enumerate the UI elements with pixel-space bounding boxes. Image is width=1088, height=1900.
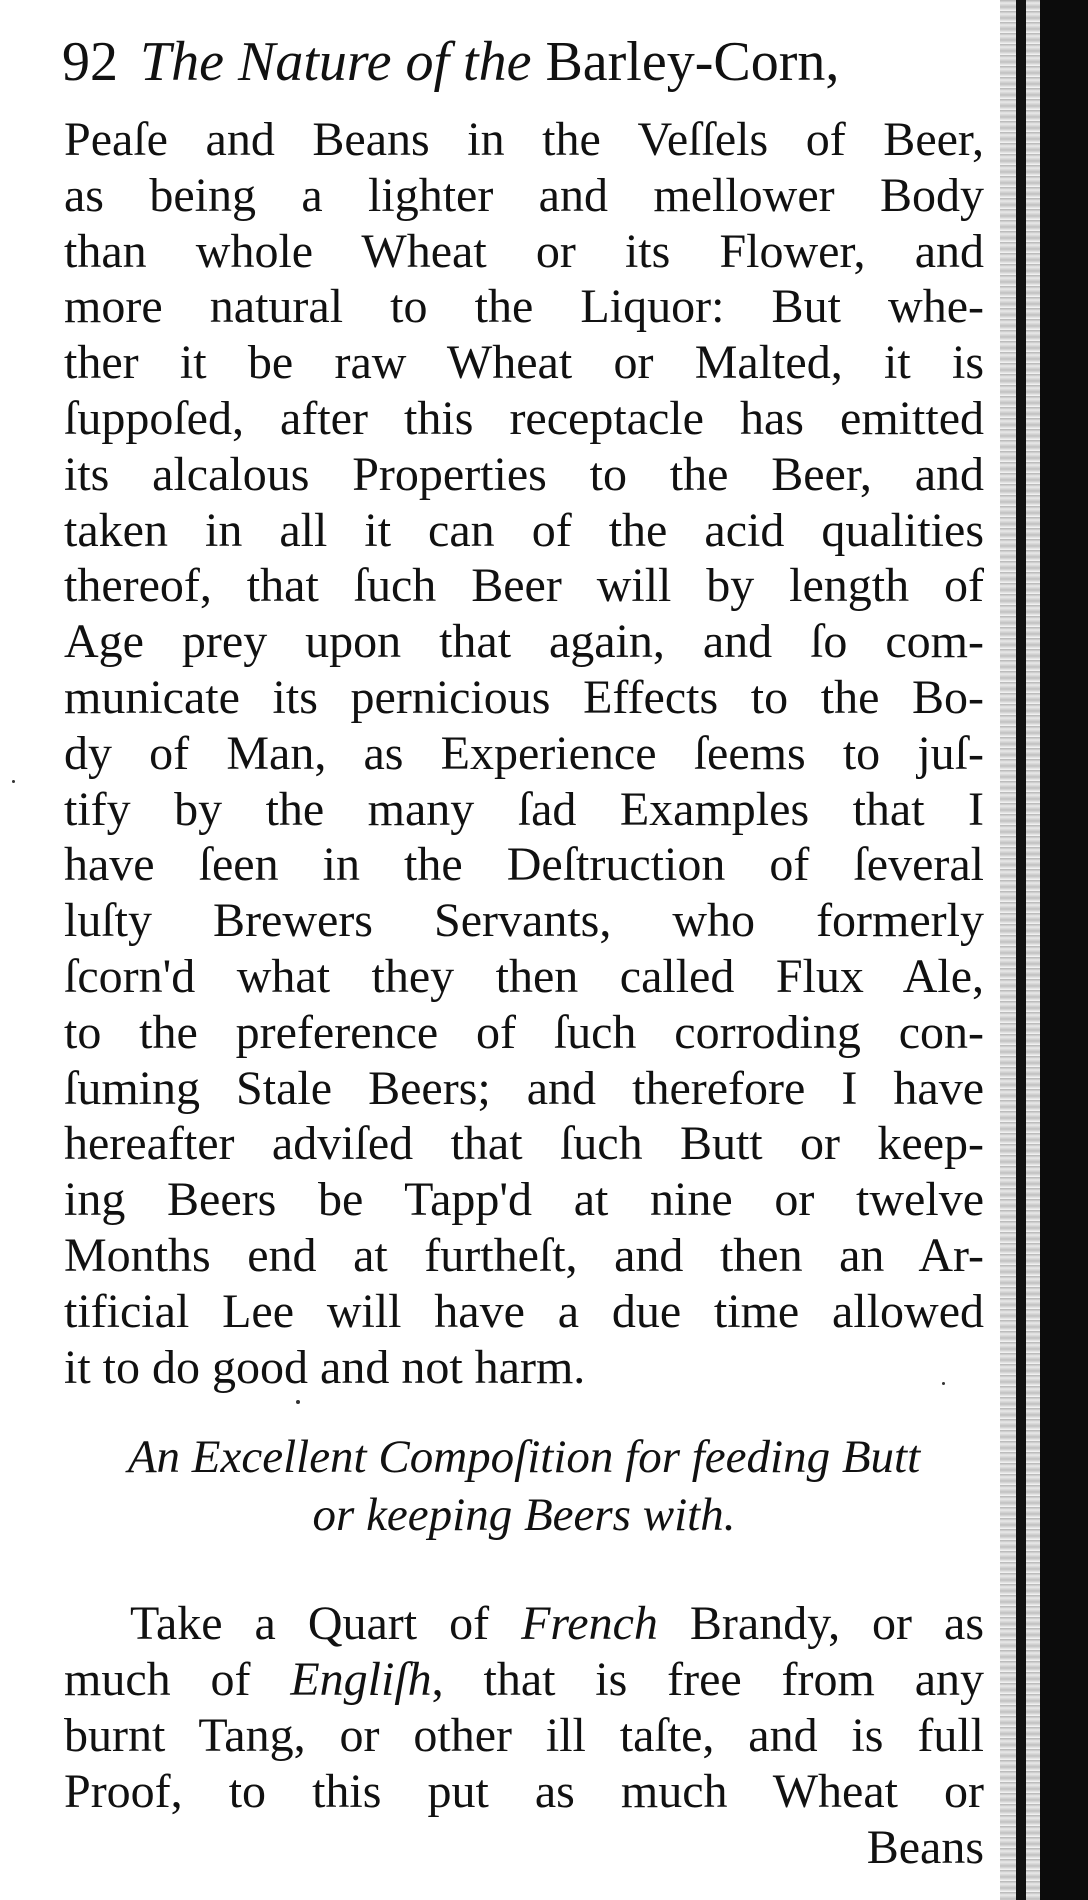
recipe-text: much of [64,1653,291,1706]
text-line: more natural to the Liquor: But whe- [64,280,984,334]
ink-speck [12,780,15,783]
text-line: tificial Lee will have a due time allowed [64,1284,984,1338]
recipe-line-3: burnt Tang, or other ill taſte, and is full [64,1709,984,1762]
recipe-line-1 [64,1596,984,1652]
running-head-roman-title: Barley-Corn, [545,31,840,93]
section-heading-line-1: An Excellent Compoſition for feeding Butt [127,1431,921,1483]
text-line: luſty Brewers Servants, who formerly [64,894,984,948]
recipe-italic-word: French [521,1597,658,1650]
running-head-italic-title: The Nature of the [140,31,532,93]
text-line: dy of Man, as Experience ſeems to juſ- [64,726,984,780]
text-line: tify by the many ſad Examples that I [64,782,984,836]
page-number: 92 [62,31,118,93]
catchword: Beans [866,1821,984,1874]
text-line: ther it be raw Wheat or Malted, it is [64,336,984,390]
body-text [64,112,984,1395]
text-line: Months end at furtheſt, and then an Ar- [64,1228,984,1282]
text-line: than whole Wheat or its Flower, and [64,224,984,278]
text-line: hereafter adviſed that ſuch Butt or keep- [64,1117,984,1171]
ink-speck [296,1400,300,1404]
text-line: thereof, that ſuch Beer will by length of [64,559,984,613]
binding-edge-line [1016,0,1026,1900]
text-line: as being a lighter and mellower Body [64,168,984,222]
section-heading-line-2: or keeping Beers with. [312,1489,736,1541]
text-line: ing Beers be Tapp'd at nine or twelve [64,1173,984,1227]
text-line: municate its pernicious Effects to the Bo- [64,670,984,724]
text-line: taken in all it can of the acid qualities [64,503,984,557]
running-head [62,22,962,102]
text-line: ſuppoſed, after this receptacle has emitted [64,391,984,445]
recipe-text: Take a Quart of [130,1597,522,1650]
text-line: to the preference of ſuch corroding con- [64,1005,984,1059]
text-line: Age prey upon that again, and ſo com- [64,615,984,669]
binding-gutter [1040,0,1088,1900]
text-line-last: it to do good and not harm. [64,1340,586,1394]
recipe-text: Brandy, or as [657,1597,985,1650]
text-line: Peaſe and Beans in the Veſſels of Beer, [64,113,984,166]
recipe-italic-word: Engliſh [290,1653,432,1706]
text-line: have ſeen in the Deſtruction of ſeveral [64,838,984,892]
section-heading [64,1428,984,1544]
recipe-line-2 [64,1652,984,1708]
text-line: ſuming Stale Beers; and therefore I have [64,1061,984,1115]
recipe-line-4: Proof, to this put as much Wheat or [64,1765,984,1818]
ink-speck [942,1382,945,1385]
recipe-paragraph [64,1596,984,1876]
text-line: ſcorn'd what they then called Flux Ale, [64,949,984,1003]
recipe-text: , that is free from any [431,1653,985,1706]
text-line: its alcalous Properties to the Beer, and [64,447,984,501]
